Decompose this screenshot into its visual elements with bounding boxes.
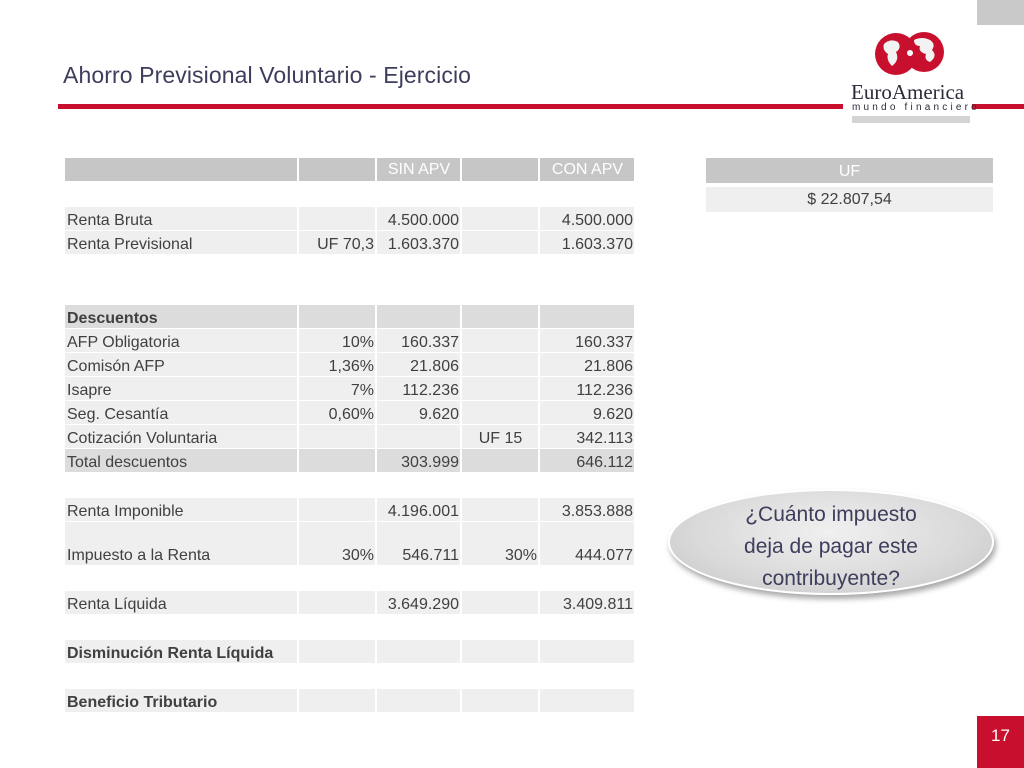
table-row: Cotización Voluntaria UF 15 342.113 — [65, 425, 634, 448]
question-callout — [668, 489, 994, 595]
table-row: Renta Bruta 4.500.000 4.500.000 — [65, 207, 634, 230]
page-number: 17 — [977, 716, 1024, 768]
globe-logo-icon — [870, 30, 950, 76]
page-title: Ahorro Previsional Voluntario - Ejercicio — [63, 62, 472, 88]
header-con-apv: CON APV — [540, 158, 634, 181]
table-header-row — [65, 158, 634, 181]
callout-line-3: contribuyente? — [762, 567, 900, 590]
table-row: Isapre 7% 112.236 112.236 — [65, 377, 634, 400]
table-row: Renta Previsional UF 70,3 1.603.370 1.603.370 — [65, 231, 634, 254]
table-row: Comisón AFP 1,36% 21.806 21.806 — [65, 353, 634, 376]
table-row: Disminución Renta Líquida — [65, 640, 634, 663]
uf-header: UF — [706, 158, 993, 183]
table-row: Seg. Cesantía 0,60% 9.620 9.620 — [65, 401, 634, 424]
corner-decoration — [977, 0, 1024, 25]
brand-logo — [846, 30, 980, 125]
table-row: Renta Líquida 3.649.290 3.409.811 — [65, 591, 634, 614]
logo-brand-text: EuroAmerica — [851, 80, 965, 104]
uf-value: $ 22.807,54 — [706, 187, 993, 212]
uf-value-box — [706, 158, 993, 212]
title-divider — [58, 104, 843, 109]
table-row: Renta Imponible 4.196.001 3.853.888 — [65, 498, 634, 521]
logo-underline — [852, 116, 970, 123]
callout-line-2: deja de pagar este — [744, 535, 918, 558]
logo-tagline: mundo financiero — [852, 102, 980, 113]
table-row: Total descuentos 303.999 646.112 — [65, 449, 634, 472]
table-row: Impuesto a la Renta 30% 546.711 30% 444.077 — [65, 522, 634, 565]
callout-line-1: ¿Cuánto impuesto — [745, 503, 917, 526]
salary-table — [63, 157, 636, 713]
header-sin-apv: SIN APV — [377, 158, 460, 181]
table-row: AFP Obligatoria 10% 160.337 160.337 — [65, 329, 634, 352]
table-row: Beneficio Tributario — [65, 689, 634, 712]
table-row: Descuentos — [65, 305, 634, 328]
